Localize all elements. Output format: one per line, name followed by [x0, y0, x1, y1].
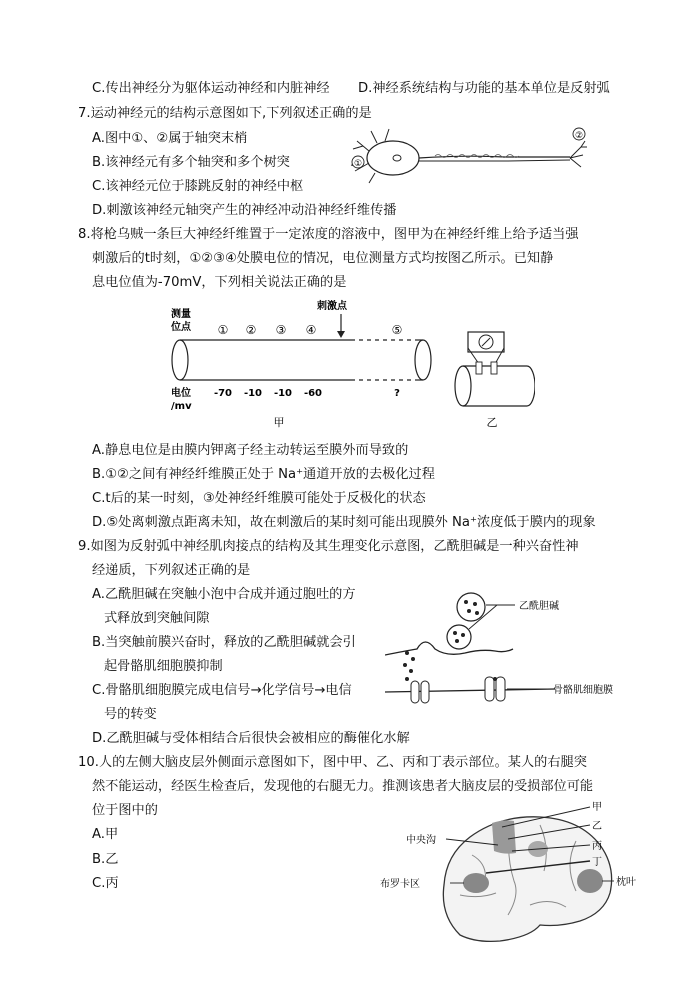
q7-stem: 7.运动神经元的结构示意图如下,下列叙述正确的是: [78, 106, 372, 121]
label-yi: 乙: [592, 821, 602, 832]
neuromuscular-junction-figure: [385, 585, 650, 720]
q6-option-c: C.传出神经分为躯体运动神经和内脏神经: [92, 81, 330, 96]
label-central-sulcus: 中央沟: [406, 835, 436, 846]
measure-label-1: 测量: [171, 309, 191, 320]
value-1: -70: [213, 388, 233, 399]
brain-cortex-figure: [380, 795, 645, 945]
q9-option-c-line2: 号的转变: [104, 707, 157, 722]
q6-option-d: D.神经系统结构与功能的基本单位是反射弧: [358, 81, 610, 96]
point-3: ③: [275, 323, 287, 337]
label-jia: 甲: [592, 802, 602, 813]
q8-stem-line3: 息电位值为-70mV，下列相关说法正确的是: [92, 275, 347, 290]
point-2: ②: [245, 323, 257, 337]
value-2: -10: [243, 388, 263, 399]
q8-option-b: B.①②之间有神经纤维膜正处于 Na⁺通道开放的去极化过程: [92, 467, 435, 482]
label-occipital-lobe: 枕叶: [616, 877, 636, 888]
label-muscle-membrane: 骨骼肌细胞膜: [553, 685, 613, 696]
q8-option-a: A.静息电位是由膜内钾离子经主动转运至膜外而导致的: [92, 443, 409, 458]
q10-option-a: A.甲: [92, 827, 119, 842]
q9-stem-line1: 9.如图为反射弧中神经肌肉接点的结构及其生理变化示意图，乙酰胆碱是一种兴奋性神: [78, 539, 579, 554]
q10-stem-line3: 位于图中的: [92, 803, 158, 818]
q9-option-b-line1: B.当突触前膜兴奋时，释放的乙酰胆碱就会引: [92, 635, 356, 650]
label-acetylcholine: 乙酰胆碱: [519, 601, 559, 612]
q9-option-a-line1: A.乙酰胆碱在突触小泡中合成并通过胞吐的方: [92, 587, 356, 602]
q7-label-1: ①: [353, 159, 363, 169]
label-ding: 丁: [592, 857, 602, 868]
motor-neuron-figure: [345, 125, 605, 190]
point-5: ⑤: [391, 323, 403, 337]
q9-option-c-line1: C.骨骼肌细胞膜完成电信号→化学信号→电信: [92, 683, 352, 698]
q10-stem-line1: 10.人的左侧大脑皮层外侧面示意图如下，图中甲、乙、丙和丁表示部位。某人的右腿突: [78, 755, 587, 770]
q7-option-d: D.刺激该神经元轴突产生的神经冲动沿神经纤维传播: [92, 203, 397, 218]
q7-option-b: B.该神经元有多个轴突和多个树突: [92, 155, 290, 170]
value-5: ?: [394, 388, 400, 399]
q10-stem-line2: 然不能运动，经医生检查后，发现他的右腿无力。推测该患者大脑皮层的受损部位可能: [92, 779, 594, 794]
label-bing: 丙: [592, 841, 602, 852]
label-broca-area: 布罗卡区: [380, 879, 420, 890]
q10-option-b: B.乙: [92, 852, 119, 867]
q7-option-a: A.图中①、②属于轴突末梢: [92, 131, 248, 146]
point-1: ①: [217, 323, 229, 337]
value-4: -60: [303, 388, 323, 399]
q9-option-d: D.乙酰胆碱与受体相结合后很快会被相应的酶催化水解: [92, 731, 410, 746]
q8-stem-line1: 8.将枪乌贼一条巨大神经纤维置于一定浓度的溶液中，图甲为在神经纤维上给予适当强: [78, 227, 579, 242]
q9-stem-line2: 经递质，下列叙述正确的是: [92, 563, 251, 578]
q8-option-d: D.⑤处离刺激点距离未知，故在刺激后的某时刻可能出现膜外 Na⁺浓度低于膜内的现象: [92, 515, 596, 530]
caption-yi: 乙: [486, 416, 498, 429]
measure-label-2: 位点: [171, 322, 191, 333]
stimulus-label: 刺激点: [317, 301, 347, 312]
q8-stem-line2: 刺激后的t时刻，①②③④处膜电位的情况，电位测量方式均按图乙所示。已知静: [92, 251, 554, 266]
q8-option-c: C.t后的某一时刻，③处神经纤维膜可能处于反极化的状态: [92, 491, 426, 506]
q10-option-c: C.丙: [92, 876, 119, 891]
caption-jia: 甲: [273, 416, 285, 429]
value-3: -10: [273, 388, 293, 399]
q9-option-b-line2: 起骨骼肌细胞膜抑制: [104, 659, 223, 674]
q7-label-2: ②: [574, 131, 584, 141]
potential-label-2: /mv: [171, 401, 192, 412]
q7-option-c: C.该神经元位于膝跳反射的神经中枢: [92, 179, 304, 194]
point-4: ④: [305, 323, 317, 337]
potential-label-1: 电位: [171, 388, 191, 399]
nerve-fiber-figure-jia: [165, 298, 535, 433]
q9-option-a-line2: 式释放到突触间隙: [104, 611, 210, 626]
